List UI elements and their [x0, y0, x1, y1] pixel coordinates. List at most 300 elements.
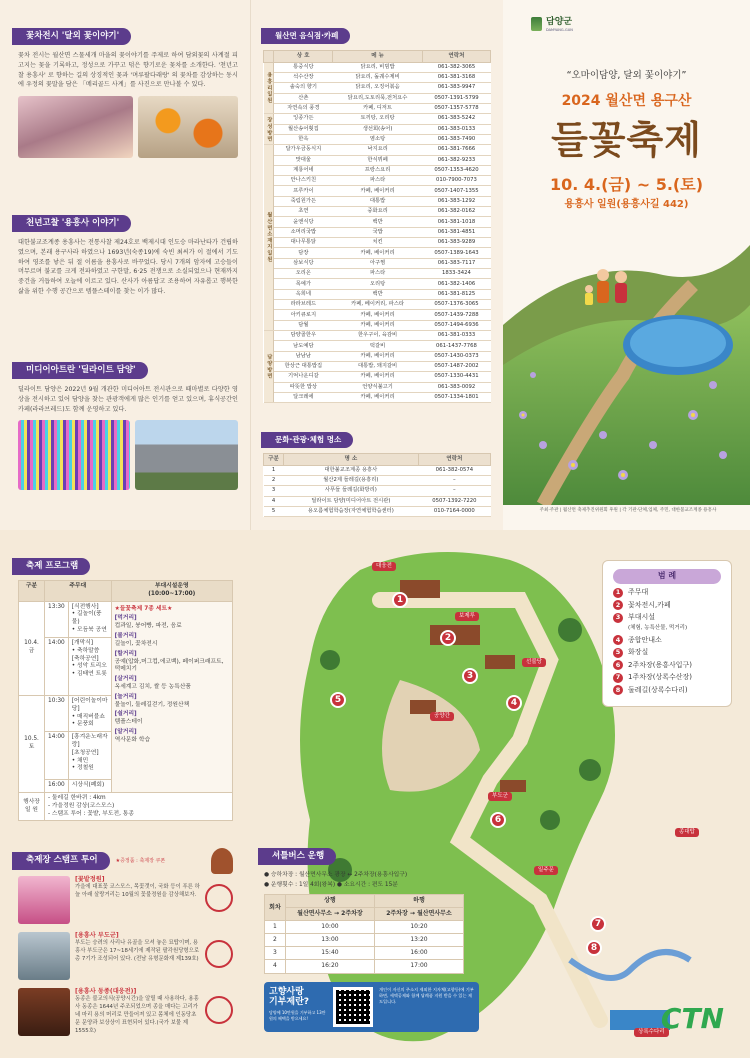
- restaurant-row: [264, 248, 491, 258]
- org-logo: [531, 16, 573, 33]
- restaurant-phone: 0507-1430-0373: [422, 351, 490, 361]
- stamp-item-title: [용흥사 동종(대웅전)]: [75, 988, 137, 995]
- restaurant-row: [264, 300, 491, 310]
- program-side-heading: [살거리]: [114, 676, 137, 683]
- temple-text: 대한불교조계종 용흥사는 전통사찰 제24호로 백제시대 인도승 마라난타가 건립하였으며, 본래 용구사라 하였으나 1693년(숙종19)에 숙빈 최씨가 이 절에서 기도하여 영조를 낳은 뒤 절 이름을 용흥사로 바꾸었다. 당시 7개의 암자에 고승들이 머무르며 불교를 크게 전파하였고 구한말, 6·25 전쟁으로 소실되었으나 현재까지 중건을 거듭하여 오늘에 이르고 있다. 산사가 아름답고 조용하여 자유롭고 행복한 삶을 위한 수행 공간으로 템플스테이를 찾는 이가 많다.: [18, 239, 238, 295]
- shuttle-row: [265, 960, 464, 973]
- org-emblem-icon: [531, 17, 542, 31]
- restaurant-menu: 백반: [333, 217, 423, 227]
- legend-label: (체험, 농특산물, 먹거리): [628, 625, 688, 632]
- restaurant-name: 담양골한우: [274, 331, 333, 341]
- map-tag-seonbul: 선불당: [522, 658, 546, 667]
- cover-main-title: 들꽃축제: [551, 117, 702, 162]
- legend-number: 7: [613, 673, 623, 683]
- culture-phone: –: [418, 486, 490, 496]
- culture-row: [264, 496, 491, 506]
- legend-label: 종합안내소: [628, 635, 662, 644]
- shuttle-round: 2: [265, 934, 286, 947]
- restaurant-menu: 중화요리: [333, 207, 423, 217]
- restaurant-phone: 061-382-9233: [422, 155, 490, 165]
- restaurant-row: [264, 382, 491, 392]
- media-art-text: 딜라이트 담양은 2022년 9월 개관한 미디어아트 전시관으로 때마별로 다양한 영상을 전시하고 있어 담양을 찾는 관광객에게 많은 인기를 얻고 있으며, 휴식공간인 카페(라라브레드)도 함께 운영하고 있다.: [18, 386, 238, 413]
- restaurant-name: 윤앤식당: [274, 217, 333, 227]
- legend-item: [613, 613, 721, 623]
- restaurant-menu: 카페, 베이커리, 파스타: [333, 300, 423, 310]
- shuttle-down-time: 10:20: [374, 921, 463, 934]
- legend-item: [613, 660, 721, 670]
- restaurant-phone: 0507-1494-6936: [422, 320, 490, 330]
- restaurant-row: [264, 393, 491, 403]
- legend-item: [613, 685, 721, 695]
- restaurant-row: [264, 196, 491, 206]
- restaurant-header-phone: 연락처: [422, 51, 490, 63]
- cover-place: 용흥사 일원(용흥사길 442): [564, 199, 689, 210]
- program-item: [식전행사] • 길놀이(풍물) • 모듬북 공연: [68, 601, 111, 637]
- restaurant-row: [264, 351, 491, 361]
- restaurant-menu: 한우구이, 육감비: [333, 331, 423, 341]
- restaurant-menu: 닭요리, 돌궤수제비: [333, 72, 423, 82]
- culture-no: 1: [264, 465, 284, 475]
- program-side-cell: [111, 601, 232, 792]
- restaurant-name: 담월: [274, 320, 333, 330]
- shuttle-row: [265, 934, 464, 947]
- cover-panel: [503, 0, 750, 530]
- restaurant-panel: [250, 0, 503, 530]
- restaurant-row: [264, 93, 491, 103]
- restaurant-phone: 1833-3424: [422, 269, 490, 279]
- restaurant-row: [264, 289, 491, 299]
- shuttle-round: 4: [265, 960, 286, 973]
- restaurant-row: [264, 145, 491, 155]
- stamp-item-body: 동종은 불교의식(공양시간)을 알릴 때 사용하다, 용흥사 동종은 1644년 주조되었으며 종을 매다는 고리가 네 마리 용의 머리로 만들어져 있고 몸체에 인동당초문 문양과 보상상이 표현되어 있다.(국가 보물 제1555호): [75, 996, 199, 1034]
- temple-title: 천년고찰 '용흥사 이야기': [18, 215, 131, 232]
- restaurant-phone: 0507-1391-5799: [422, 93, 490, 103]
- shuttle-down-time: 16:00: [374, 947, 463, 960]
- culture-no: 4: [264, 496, 284, 506]
- map-tag-ilju: 일주문: [534, 866, 558, 875]
- restaurant-menu: 파스타: [333, 269, 423, 279]
- stamp-list: [18, 876, 233, 1044]
- donation-banner[interactable]: [264, 982, 479, 1032]
- program-side-body: 역사문화 학습: [114, 736, 151, 743]
- stamp-title: 축제장 스탬프 투어: [18, 852, 110, 869]
- stamp-item: [18, 876, 233, 924]
- restaurant-name: 대나무통닭: [274, 238, 333, 248]
- restaurant-menu: 대통밥: [333, 196, 423, 206]
- restaurant-name: 산촌: [274, 93, 333, 103]
- restaurant-menu: 닭요리, 비빔밥: [333, 62, 423, 72]
- restaurant-area: 용흥리일원: [264, 62, 274, 114]
- legend-label: 화장실: [628, 648, 649, 656]
- legend-label: 2주차장(용흥사입구): [628, 660, 693, 669]
- culture-no: 3: [264, 486, 284, 496]
- restaurant-row: [264, 310, 491, 320]
- shuttle-row: [265, 921, 464, 934]
- program-time: 14:00: [45, 732, 69, 780]
- restaurant-phone: 061-382-1406: [422, 279, 490, 289]
- program-item: [흥겨운노래자랑] [초청공연] • 채민 • 정철원: [68, 732, 111, 780]
- program-item: [어린이놀이마당] • 매직버블쇼 • 문풍회: [68, 695, 111, 731]
- shuttle-round: 1: [265, 921, 286, 934]
- restaurant-menu: 닭요리, 오징어볶음: [333, 83, 423, 93]
- culture-row: [264, 475, 491, 485]
- restaurant-name: 라라브레드: [274, 300, 333, 310]
- ctn-logo: CTN: [660, 1002, 724, 1035]
- map-marker-2[interactable]: 2: [440, 630, 456, 646]
- program-side-heading: [놀거리]: [114, 693, 137, 700]
- restaurant-menu: 한식뷔페: [333, 155, 423, 165]
- shuttle-title: 셔틀버스 운행: [264, 848, 336, 865]
- culture-no: 2: [264, 475, 284, 485]
- shuttle-line-2: ● 운행횟수 : 1일 4회(왕복) ● 소요시간 : 편도 15분: [264, 881, 398, 888]
- restaurant-phone: 0507-1376-3065: [422, 300, 490, 310]
- legend-item: [613, 648, 721, 658]
- cover-year-title: 2024 월산면 용구산: [561, 93, 692, 109]
- shuttle-sub-up: 월산면사무소 → 2주차장: [285, 908, 374, 921]
- culture-no: 5: [264, 506, 284, 516]
- map-tag-sangroksu: 상록수다리: [634, 1028, 669, 1037]
- culture-title: 문화·관광·체험 명소: [267, 432, 353, 448]
- program-table: [18, 580, 233, 821]
- culture-header-no: 구분: [264, 454, 284, 466]
- cover-illustration: [503, 215, 750, 505]
- cover-date: 10. 4.(금) ~ 5.(토): [549, 175, 704, 194]
- program-title: 축제 프로그램: [18, 558, 90, 575]
- restaurant-menu: 카페, 베이커리: [333, 393, 423, 403]
- restaurant-name: 초연: [274, 207, 333, 217]
- restaurant-phone: 061-381-3168: [422, 72, 490, 82]
- restaurant-name: 월산송어횟집: [274, 124, 333, 134]
- map-marker-6[interactable]: 6: [490, 812, 506, 828]
- legend-label: 주무대: [628, 588, 649, 597]
- restaurant-header: [267, 28, 350, 44]
- stamp-item: [18, 988, 233, 1036]
- restaurant-phone: 0507-1330-4431: [422, 372, 490, 382]
- program-header-day: 구분: [19, 581, 45, 602]
- culture-table: [263, 453, 491, 517]
- restaurant-phone: 061-381-8125: [422, 289, 490, 299]
- restaurant-name: 달크레에: [274, 393, 333, 403]
- restaurant-phone: 061-383-9947: [422, 83, 490, 93]
- restaurant-menu: 카페, 베이커리: [333, 310, 423, 320]
- restaurant-area: 장성방면: [264, 114, 274, 145]
- legend-number: 4: [613, 635, 623, 645]
- culture-place: 대한불교조계종 용흥사: [284, 465, 419, 475]
- restaurant-row: [264, 217, 491, 227]
- restaurant-name: 따뜻한 밥상: [274, 382, 333, 392]
- legend-number: 5: [613, 648, 623, 658]
- program-header: [18, 558, 90, 575]
- program-time: 16:00: [45, 780, 69, 793]
- restaurant-row: [264, 258, 491, 268]
- shuttle-info: [264, 871, 464, 890]
- map-marker-4[interactable]: 4: [506, 695, 522, 711]
- program-day-1: 10.4.금: [19, 601, 45, 695]
- map-legend: [602, 560, 732, 707]
- restaurant-name: 오리온: [274, 269, 333, 279]
- restaurant-phone: 010-7900-7073: [422, 176, 490, 186]
- restaurant-phone: 061-382-3065: [422, 62, 490, 72]
- program-side-body: 공예(압화,머그컵,에코백), 페이퍼크래프트, 떡메치기: [114, 658, 224, 673]
- stamp-item-body: 부도는 승려의 사리나 유골을 모셔 놓은 묘탑이며, 용흥사 부도군은 17~18세기에 제작된 팔각원당형으로 총 7기가 조성되어 있다. (전남 유형문화재 제139호): [75, 940, 200, 963]
- restaurant-phone: 061-383-7490: [422, 134, 490, 144]
- media-art-photo: [18, 420, 130, 490]
- legend-number: 8: [613, 685, 623, 695]
- map-tag-daeung: 대웅전: [372, 562, 396, 571]
- restaurant-name: 한상근 대통밥집: [274, 362, 333, 372]
- stamp-item-title: [꽃밭정원]: [75, 876, 105, 883]
- gallery-building-photo: [135, 420, 238, 490]
- restaurant-name: 안나스키친: [274, 176, 333, 186]
- restaurant-name: 계룡어네: [274, 165, 333, 175]
- restaurant-row: [264, 362, 491, 372]
- restaurant-name: 맛대울: [274, 155, 333, 165]
- restaurant-name: 남남남: [274, 351, 333, 361]
- program-side-body: 옥세계고 김치, 쌀 등 농특산품: [114, 683, 192, 690]
- restaurant-row: [264, 331, 491, 341]
- map-tag-budo: 부도군: [488, 792, 512, 801]
- restaurant-name: 달가우금동식지: [274, 145, 333, 155]
- program-side-heading: [먹거리]: [114, 615, 137, 622]
- program-time: 14:00: [45, 637, 69, 695]
- restaurant-header-name: 상 호: [274, 51, 333, 63]
- restaurant-name: 프루카이: [274, 186, 333, 196]
- restaurant-title: 월산면 음식점·카페: [267, 28, 350, 44]
- restaurant-row: [264, 207, 491, 217]
- restaurant-menu: 치킨: [333, 238, 423, 248]
- restaurant-menu: 토끼탕, 오리탕: [333, 114, 423, 124]
- flower-tea-title: 꽃차전시 '달외 꽃이야기': [18, 28, 131, 45]
- story-panel: [0, 0, 250, 530]
- restaurant-phone: 0507-1439-7288: [422, 310, 490, 320]
- culture-place: 월산2제 들레길(용흥리): [284, 475, 419, 485]
- restaurant-phone: 0507-1353-4620: [422, 165, 490, 175]
- restaurant-menu: 카페, 베이커리: [333, 351, 423, 361]
- restaurant-row: [264, 186, 491, 196]
- map-panel: [250, 530, 750, 1058]
- restaurant-menu: 카페, 베이커리: [333, 372, 423, 382]
- legend-number: 2: [613, 600, 623, 610]
- cover-quote: “오마이담양, 달외 꽃이야기”: [566, 70, 687, 81]
- culture-phone: 061-382-0574: [418, 465, 490, 475]
- restaurant-phone: 061-381-7666: [422, 145, 490, 155]
- legend-title: 범 례: [613, 569, 721, 584]
- culture-place: 딜라이트 담양(미디어아트 전시관): [284, 496, 419, 506]
- cover-footer: 주최·주관 | 월산면 축제추진위원회 후원 | 각 기관·단체,업체, 주민, 대한불교조계종 용흥사: [539, 508, 717, 513]
- restaurant-phone: 0507-1357-5778: [422, 103, 490, 113]
- legend-item: [613, 673, 721, 683]
- restaurant-row: [264, 372, 491, 382]
- restaurant-menu: 언양식불고기: [333, 382, 423, 392]
- shuttle-round: 3: [265, 947, 286, 960]
- stamp-photo: [18, 876, 70, 924]
- restaurant-menu: 카페, 베이커리: [333, 186, 423, 196]
- map-marker-1[interactable]: 1: [392, 592, 408, 608]
- shuttle-line-1: ● 승하차장 : 월산면사무소 광장 ↔ 2주차장(용흥사입구): [264, 872, 408, 879]
- culture-header-place: 명 소: [284, 454, 419, 466]
- donation-desc: 개인이 자신의 주소지 제외한 지자체(고향등)에 기부하면, 세액공제와 함께 답례품 지원 받을 수 있는 제도입니다.: [379, 986, 474, 1005]
- shuttle-up-time: 16:20: [285, 960, 374, 973]
- restaurant-phone: 0507-1334-1801: [422, 393, 490, 403]
- restaurant-phone: 061-383-0092: [422, 382, 490, 392]
- legend-label: 둘레길(상록수다리): [628, 685, 688, 694]
- culture-row: [264, 465, 491, 475]
- media-art-title: 미디어아트란 '딜라이트 담양': [18, 362, 148, 379]
- restaurant-row: [264, 320, 491, 330]
- map-marker-3[interactable]: 3: [462, 668, 478, 684]
- legend-item: [613, 600, 721, 610]
- org-name-en: DAMYANG-GUN: [546, 28, 573, 33]
- program-header-main: 주무대: [45, 581, 112, 602]
- stamp-seal-icon: [205, 996, 233, 1024]
- restaurant-phone: 061-381-0333: [422, 331, 490, 341]
- restaurant-row: [264, 155, 491, 165]
- marigold-photo: [138, 96, 238, 158]
- map-marker-8[interactable]: 8: [586, 940, 602, 956]
- restaurant-phone: 061-381-4851: [422, 227, 490, 237]
- shuttle-header-round: 회차: [265, 895, 286, 921]
- program-side-heading: [알거리]: [114, 729, 137, 735]
- restaurant-header-menu: 메 뉴: [333, 51, 423, 63]
- restaurant-menu: 떡갈비: [333, 341, 423, 351]
- shuttle-header-up: 상행: [285, 895, 374, 908]
- restaurant-menu: 프랑스요리: [333, 165, 423, 175]
- shuttle-down-time: 13:20: [374, 934, 463, 947]
- restaurant-name: 옥희네: [274, 289, 333, 299]
- restaurant-phone: 0507-1389-1643: [422, 248, 490, 258]
- restaurant-menu: 백반: [333, 289, 423, 299]
- restaurant-name: 한옥: [274, 134, 333, 144]
- legend-label: 부대시설: [628, 613, 656, 622]
- program-side-body: 물놀이, 둘레길걷기, 정원산책: [114, 701, 190, 708]
- program-side-heading: [쉴거리]: [114, 711, 137, 718]
- restaurant-row: [264, 227, 491, 237]
- program-side-body: 길놀이, 꽃차전시: [114, 640, 158, 647]
- map-marker-5[interactable]: 5: [330, 692, 346, 708]
- donation-sub: 담양에 10만원을 기부하고 13만원의 혜택을 받으세요!: [269, 1010, 326, 1021]
- stamp-item-body: 가을에 대표꽃 코스모스, 목꽃갯이, 국화 등이 푸른 하늘 아래 살랑거리는 10월의 꽃불정원을 감상해보자.: [75, 884, 200, 899]
- program-panel: [0, 530, 250, 1058]
- program-side-list: [115, 606, 229, 745]
- culture-header: [267, 432, 353, 448]
- map-marker-7[interactable]: 7: [590, 916, 606, 932]
- legend-item: [613, 635, 721, 645]
- program-extra: - 둘레길 한바퀴 : 4km - 가을정원 감상(코스모스) - 스탬프 투어 : 꽃밭, 부도전, 통종: [45, 792, 233, 820]
- legend-number: 6: [613, 660, 623, 670]
- media-art-photos: [18, 420, 238, 490]
- donation-title: 고향사랑 기부제란?: [269, 986, 309, 1007]
- restaurant-name: 삼보식당: [274, 258, 333, 268]
- flower-tea-text: 꽃차 전시는 월산면 스물세개 마을의 꽃이야기를 주제로 하여 담외꽃의 사계절 피고지는 꽃을 기록하고, 정성으로 가꾸고 덖은 향기로운 꽃차를 소개한다. '천년고찰 용흥사' 로 향하는 길의 상징적인 꽃과 '며루팔다래랑' 의 꽃차를 감상하는 동시에 우정의 꽃말을 담은 「메리골드 사계」를 사진으로 만나볼 수 있다.: [18, 52, 238, 89]
- stamp-seal-icon: [205, 940, 233, 968]
- program-item: 시상식(폐회): [68, 780, 111, 793]
- shuttle-table: [264, 894, 464, 974]
- stamp-icon: [211, 848, 233, 874]
- restaurant-name: 아키큐로지: [274, 310, 333, 320]
- restaurant-row: [264, 176, 491, 186]
- restaurant-menu: 카페, 디저트: [333, 103, 423, 113]
- program-time: 10:30: [45, 695, 69, 731]
- culture-phone: –: [418, 475, 490, 485]
- shuttle-row: [265, 947, 464, 960]
- qr-code-icon[interactable]: [333, 987, 373, 1027]
- restaurant-phone: 061-381-1018: [422, 217, 490, 227]
- culture-phone: 0507-1392-7220: [418, 496, 490, 506]
- flower-tea-section: [18, 28, 238, 158]
- restaurant-row: [264, 269, 491, 279]
- restaurant-menu: 낙지요리: [333, 145, 423, 155]
- stamp-item-title: [용흥사 부도군]: [75, 932, 119, 939]
- program-day-2: 10.5.토: [19, 695, 45, 792]
- stamp-photo: [18, 988, 70, 1036]
- restaurant-name: 목예가: [274, 279, 333, 289]
- restaurant-phone: 061-383-9289: [422, 238, 490, 248]
- culture-place: 사푸들 들레길(화방리): [284, 486, 419, 496]
- restaurant-phone: 061-1437-7768: [422, 341, 490, 351]
- restaurant-table: [263, 50, 491, 403]
- restaurant-name: 기억나운디갈: [274, 372, 333, 382]
- restaurant-header-blank: [264, 51, 274, 63]
- tea-display-photo: [18, 96, 133, 158]
- legend-item: [613, 588, 721, 598]
- restaurant-menu: 파스타: [333, 176, 423, 186]
- restaurant-name: 자연속의 풍경: [274, 103, 333, 113]
- restaurant-menu: 닭요리,도토리묵,전처요수: [333, 93, 423, 103]
- stamp-note: ★증정품 : 축제장 쿠폰: [115, 857, 166, 864]
- restaurant-row: [264, 62, 491, 72]
- shuttle-section: [264, 848, 474, 1032]
- map-tag-gongyang: 공양간: [430, 712, 454, 721]
- legend-number: 1: [613, 588, 623, 598]
- program-item: [개막식] • 축하말씀 [축하공연] • 성악 트리오 • 김태연 트롯: [68, 637, 111, 695]
- restaurant-menu: 생선회(송어): [333, 124, 423, 134]
- restaurant-row: [264, 279, 491, 289]
- legend-item: [613, 625, 721, 632]
- shuttle-up-time: 13:00: [285, 934, 374, 947]
- program-header-side: 부대시설운영 (10:00~17:00): [111, 581, 232, 602]
- restaurant-row: [264, 114, 491, 124]
- stamp-item: [18, 932, 233, 980]
- program-side-heading: [할거리]: [114, 650, 137, 657]
- restaurant-area: 월산면소재지일원: [264, 145, 274, 331]
- restaurant-phone: 061-382-0162: [422, 207, 490, 217]
- culture-place: 용오름체험학습장(자연체험학습센터): [284, 506, 419, 516]
- map-tag-jongtae: 종대탑: [675, 828, 699, 837]
- restaurant-row: [264, 134, 491, 144]
- culture-header-phone: 연락처: [418, 454, 490, 466]
- org-name: 담양군: [546, 17, 573, 27]
- legend-list: [613, 588, 721, 695]
- program-side-heading: ★들꽃축제 7종 세트★: [114, 605, 173, 612]
- restaurant-row: [264, 165, 491, 175]
- stamp-header: [18, 848, 233, 874]
- restaurant-phone: 061-383-5242: [422, 114, 490, 124]
- restaurant-name: 잉종가든: [274, 114, 333, 124]
- legend-number: 3: [613, 613, 623, 623]
- restaurant-name: 솔숙의 향기: [274, 83, 333, 93]
- restaurant-phone: 061-383-0133: [422, 124, 490, 134]
- stamp-seal-icon: [205, 884, 233, 912]
- program-side-heading: [볼거리]: [114, 633, 137, 640]
- culture-row: [264, 486, 491, 496]
- program-side-body: 템플스테이: [114, 719, 143, 726]
- restaurant-name: 담장: [274, 248, 333, 258]
- restaurant-row: [264, 72, 491, 82]
- map-tag-bojae: 보제루: [455, 612, 479, 621]
- shuttle-down-time: 17:00: [374, 960, 463, 973]
- program-extra-label: 행사장 일 원: [19, 792, 45, 820]
- program-time: 13:30: [45, 601, 69, 637]
